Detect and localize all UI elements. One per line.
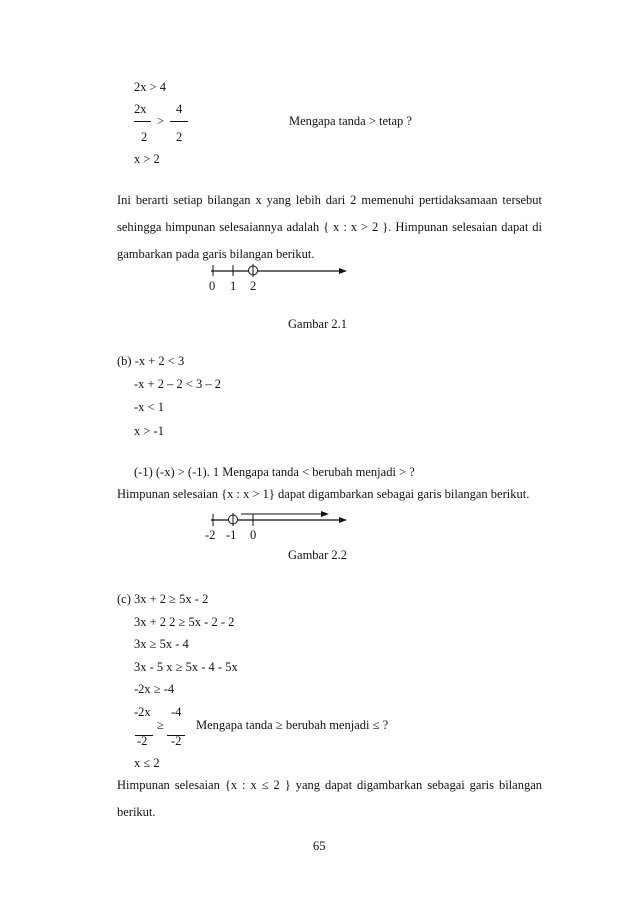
inequality-line: (c) 3x + 2 ≥ 5x - 2 [117,592,209,606]
tick-label: 0 [209,279,216,293]
paragraph-line: Ini berarti setiap bilangan x yang lebih dari 2 memenuhi pertidaksamaan tersebut [117,193,542,207]
question-text: (-1) (-x) > (-1). 1 Mengapa tanda < berubah menjadi > ? [134,465,415,479]
fraction-denominator: -2 [171,734,182,748]
inequality-line: x > -1 [134,424,164,438]
inequality-line: 3x + 2 2 ≥ 5x - 2 - 2 [134,615,235,629]
paragraph-line: gambarkan pada garis bilangan berikut. [117,247,315,261]
tick-label: 0 [250,528,257,542]
paragraph-line: berikut. [117,805,156,819]
tick-label: -2 [205,528,216,542]
tick-label: 2 [250,279,257,293]
inequality-sign: > [157,114,165,128]
tick-label: 1 [230,279,237,293]
fraction-denominator: 2 [141,130,148,144]
inequality-line: 2x > 4 [134,80,167,94]
question-text: Mengapa tanda ≥ berubah menjadi ≤ ? [196,718,389,732]
paragraph-line: Himpunan selesaian {x : x > 1} dapat digambarkan sebagai garis bilangan berikut. [117,487,530,501]
inequality-line: 3x - 5 x ≥ 5x - 4 - 5x [134,660,238,674]
arrow-head-icon [321,511,329,517]
paragraph-line: Himpunan selesaian {x : x ≤ 2 } yang dapat digambarkan sebagai garis bilangan [117,778,542,792]
inequality-line: -x + 2 – 2 < 3 – 2 [134,377,222,391]
fraction-numerator: -4 [171,705,182,719]
paragraph-line: sehingga himpunan selesaiannya adalah { x : x > 2 }. Himpunan selesaian dapat di [117,220,542,234]
inequality-line: -x < 1 [134,400,164,414]
inequality-sign: ≥ [157,718,164,732]
fraction-numerator: -2x [134,705,151,719]
result-line: x ≤ 2 [134,756,160,770]
fraction-numerator: 4 [176,102,183,116]
question-text: Mengapa tanda > tetap ? [289,114,412,128]
inequality-line: 3x ≥ 5x - 4 [134,637,189,651]
figure-caption: Gambar 2.1 [288,317,348,331]
page-number: 65 [313,839,326,853]
figure-caption: Gambar 2.2 [288,548,348,562]
arrow-head-icon [339,517,347,523]
result-line: x > 2 [134,152,160,166]
fraction-numerator: 2x [134,102,147,116]
inequality-line: (b) -x + 2 < 3 [117,354,185,368]
fraction-denominator: -2 [137,734,148,748]
paragraph [117,772,542,826]
tick-label: -1 [226,528,237,542]
fraction-denominator: 2 [176,130,183,144]
inequality-line: -2x ≥ -4 [134,682,175,696]
